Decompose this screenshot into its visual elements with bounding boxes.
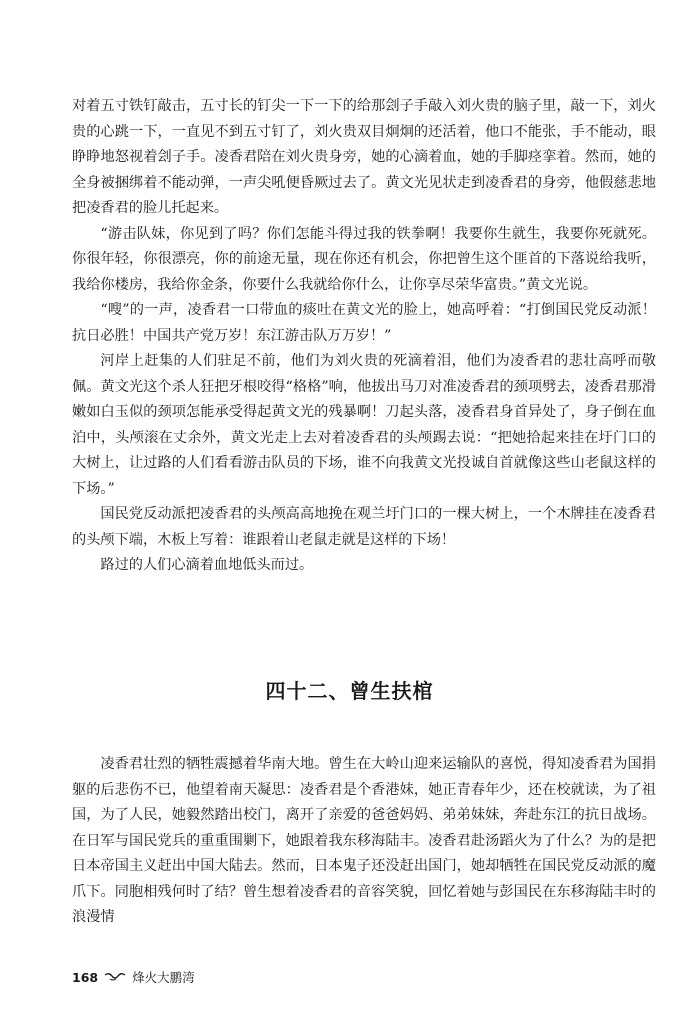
- swirl-ornament-icon: [104, 971, 126, 983]
- text-block-upper: [72, 94, 656, 579]
- paragraph: 对着五寸铁钉敲击，五寸长的钉尖一下一下的给那刽子手敲入刘火贵的脑子里，敲一下，刘火贵的心跳一下，一直见不到五寸钉了，刘火贵双目炯炯的还活着，他口不能张，手不能动，眼睁睁地怒视着刽子手。凌香君陪在刘火贵身旁，她的心滴着血，她的手脚痉挛着。然而，她的全身被捆绑着不能动弹，一声尖吼便昏厥过去了。黄文光见状走到凌香君的身旁，他假慈悲地把凌香君的脸儿托起来。: [72, 98, 656, 216]
- text-block-lower: [72, 752, 656, 931]
- paragraph: “嗖”的一声，凌香君一口带血的痰吐在黄文光的脸上，她高呼着：“打倒国民党反动派！抗日必胜！中国共产党万岁！东江游击队万万岁！”: [72, 302, 656, 344]
- paragraph: 国民党反动派把凌香君的头颅高高地挽在观兰圩门口的一棵大树上，一个木牌挂在凌香君的头颅下端，木板上写着：谁跟着山老鼠走就是这样的下场！: [72, 506, 656, 548]
- paragraph: “游击队妹，你见到了吗？你们怎能斗得过我的铁拳啊！我要你生就生，我要你死就死。你很年轻，你很漂亮，你的前途无量，现在你还有机会，你把曾生这个匪首的下落说给我听，我给你楼房，我给你金条，你要什么我就给你什么，让你享尽荣华富贵。”黄文光说。: [72, 225, 656, 293]
- page-number: 168: [72, 969, 99, 985]
- paragraph: 路过的人们心滴着血地低头而过。: [100, 557, 314, 573]
- chapter-title: 四十二、曾生扶棺: [265, 679, 434, 703]
- page-footer: [72, 968, 195, 986]
- paragraph: 河岸上赶集的人们驻足不前，他们为刘火贵的死滴着泪，他们为凌香君的悲壮高呼而敬佩。黄文光这个杀人狂把牙根咬得“格格”响，他拔出马刀对准凌香君的颈项劈去，凌香君那滑嫩如白玉似的颈项怎能承受得起黄文光的残暴啊！刀起头落，凌香君身首异处了，身子倒在血泊中，头颅滚在丈余外，黄文光走上去对着凌香君的头颅踢去说：“把她拾起来挂在圩门口的大树上，让过路的人们看看游击队员的下场，谁不向我黄文光投诚自首就像这些山老鼠这样的下场。”: [72, 353, 656, 497]
- paragraph: 凌香君壮烈的牺牲震撼着华南大地。曾生在大岭山迎来运输队的喜悦，得知凌香君为国捐躯的后悲伤不已，他望着南天凝思：凌香君是个香港妹，她正青春年少，还在校就读，为了祖国，为了人民，她毅然踏出校门，离开了亲爱的爸爸妈妈、弟弟妹妹，奔赴东江的抗日战场。在日军与国民党兵的重重围剿下，她跟着我东移海陆丰。凌香君赴汤蹈火为了什么？为的是把日本帝国主义赶出中国大陆去。然而，日本鬼子还没赶出国门，她却牺牲在国民党反动派的魔爪下。同胞相残何时了结？曾生想着凌香君的音容笑貌，回忆着她与彭国民在东移海陆丰时的浪漫情: [72, 756, 656, 925]
- book-title: 烽火大鹏湾: [132, 970, 195, 985]
